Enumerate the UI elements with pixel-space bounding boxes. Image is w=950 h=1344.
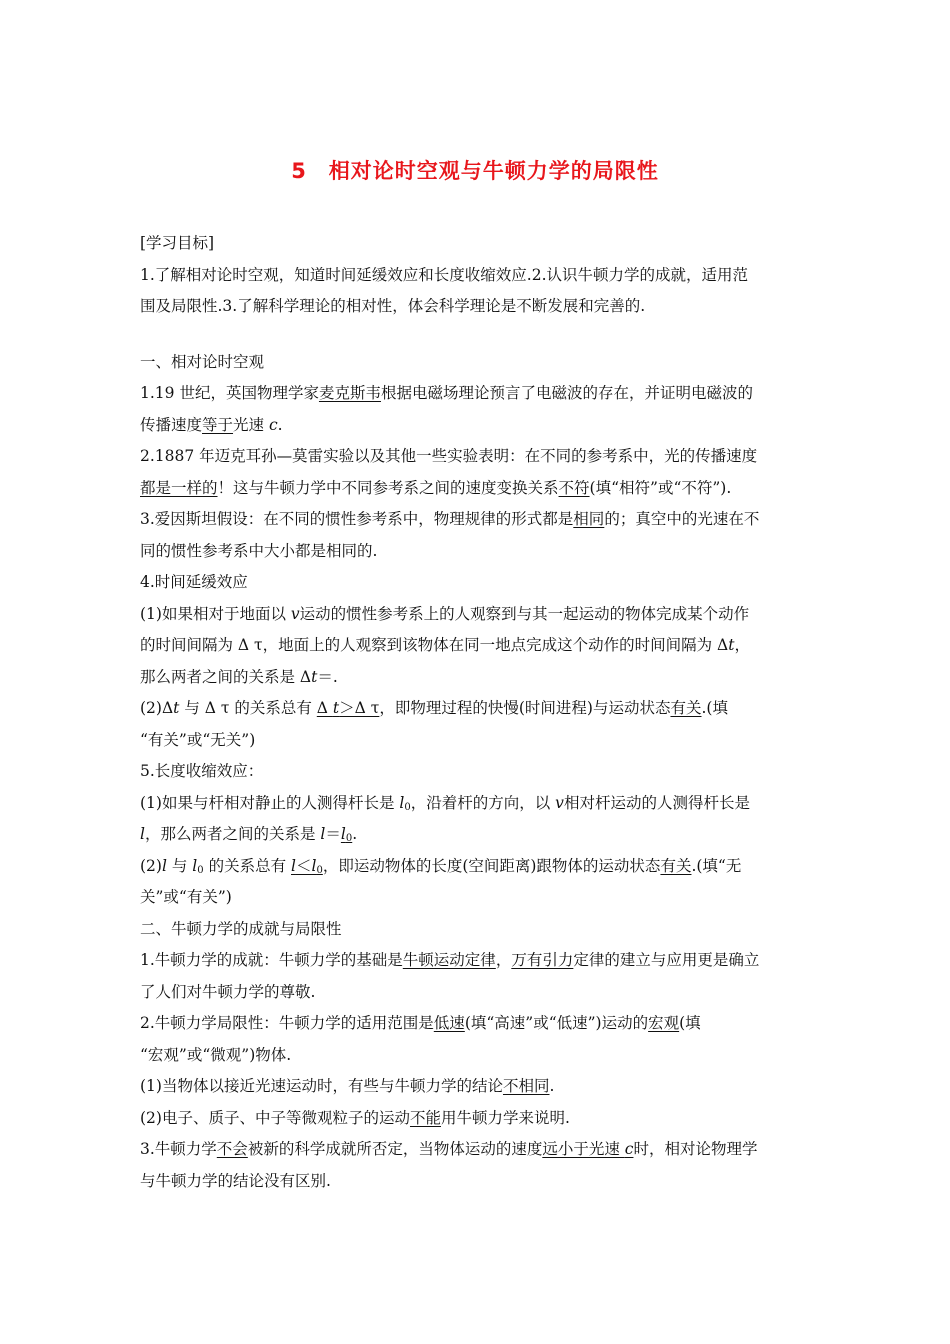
variable: t xyxy=(311,667,318,686)
text: 时，相对论物理学 xyxy=(633,1140,758,1158)
text: Δ xyxy=(316,699,333,717)
variable: l xyxy=(192,856,198,875)
subscript: 0 xyxy=(316,864,323,876)
subscript: 0 xyxy=(345,833,353,844)
variable: c xyxy=(624,1140,634,1158)
subheading: 5.长度收缩效应： xyxy=(140,762,264,780)
paragraph xyxy=(140,1103,812,1135)
text: (填 xyxy=(679,1014,701,1032)
text: 运动的惯性参考系上的人观察到与其一起运动的物体完成某个动作 xyxy=(299,604,750,623)
paragraph: 了人们对牛顿力学的尊敬. xyxy=(140,982,316,1001)
text: (2)Δ xyxy=(140,699,174,717)
variable: l xyxy=(161,856,167,875)
variable: l xyxy=(140,825,145,843)
text: (填“相符”或“不符”). xyxy=(589,478,732,497)
paragraph xyxy=(140,378,812,410)
paragraph xyxy=(140,693,812,725)
text: ， xyxy=(495,951,512,969)
text: 1.19 世纪，英国物理学家 xyxy=(140,384,319,402)
variable: t xyxy=(728,636,735,654)
paragraph xyxy=(140,788,812,820)
text: ， xyxy=(734,636,750,654)
variable: l xyxy=(399,793,405,812)
text: 传播速度 xyxy=(140,415,203,434)
text: 的；真空中的光速在不 xyxy=(604,510,760,528)
text: ，即运动物体的长度(空间距离)跟物体的运动状态 xyxy=(322,856,661,875)
variable: l xyxy=(291,856,296,875)
text: 的时间间隔为 Δ τ，地面上的人观察到该物体在同一地点完成这个动作的时间间隔为 Δ xyxy=(140,636,729,654)
subheading: 4.时间延缓效应 xyxy=(140,573,248,591)
answer-blank: 宏观 xyxy=(648,1014,680,1032)
paragraph xyxy=(140,504,812,536)
text: 那么两者之间的关系是 Δ xyxy=(140,667,312,686)
answer-blank: 不能 xyxy=(409,1108,441,1127)
text: 2.牛顿力学局限性：牛顿力学的适用范围是 xyxy=(140,1014,434,1032)
answer-blank: 有关 xyxy=(670,699,702,717)
text: . xyxy=(352,825,358,843)
paragraph: 与牛顿力学的结论没有区别. xyxy=(140,1171,331,1190)
text: ＝ xyxy=(325,825,341,843)
paragraph: 关”或“有关”) xyxy=(140,888,232,906)
paragraph: “有关”或“无关”) xyxy=(140,730,256,749)
document-body xyxy=(140,228,812,1197)
text: 3.牛顿力学 xyxy=(140,1140,217,1158)
text: (1)当物体以接近光速运动时，有些与牛顿力学的结论 xyxy=(140,1077,503,1095)
paragraph: “宏观”或“微观”)物体. xyxy=(140,1045,292,1064)
subscript: 0 xyxy=(404,801,411,813)
answer-blank: 不相同 xyxy=(502,1077,550,1095)
text: 相对杆运动的人测得杆长是 xyxy=(563,793,750,812)
text: 定律的建立与应用更是确立 xyxy=(573,951,760,969)
variable: v xyxy=(555,793,564,812)
variable: l xyxy=(340,825,346,843)
paragraph xyxy=(140,630,812,662)
paragraph xyxy=(140,599,812,631)
paragraph xyxy=(140,851,812,883)
paragraph xyxy=(140,945,812,977)
text: 3.爱因斯坦假设：在不同的惯性参考系中，物理规律的形式都是 xyxy=(140,510,574,528)
answer-blank xyxy=(542,1140,633,1158)
paragraph xyxy=(140,819,812,851)
text: 用牛顿力学来说明. xyxy=(440,1108,570,1127)
answer-blank: 不符 xyxy=(558,478,590,497)
text: (填“高速”或“低速”)运动的 xyxy=(464,1014,649,1032)
answer-blank xyxy=(317,699,380,717)
answer-blank xyxy=(291,857,323,875)
paragraph xyxy=(140,410,812,442)
answer-blank: 牛顿运动定律 xyxy=(402,951,496,969)
spacer xyxy=(140,323,812,347)
page-title: 5 相对论时空观与牛顿力学的局限性 xyxy=(291,159,659,183)
text: .(填 xyxy=(701,699,728,717)
text: 的关系总有 xyxy=(203,856,291,875)
answer-blank: 低速 xyxy=(433,1014,465,1032)
text: ！这与牛顿力学中不同参考系之间的速度变换关系 xyxy=(217,478,559,497)
variable: t xyxy=(332,699,340,717)
answer-blank xyxy=(341,825,352,843)
goals-line: 1.了解相对论时空观，知道时间延缓效应和长度收缩效应.2.认识牛顿力学的成就，适用范 xyxy=(140,265,749,284)
text: 与 xyxy=(166,856,193,875)
subscript: 0 xyxy=(197,864,204,876)
text: 光速 xyxy=(233,415,269,434)
text: 远小于光速 xyxy=(542,1140,625,1158)
text: ＞Δ τ xyxy=(339,699,380,717)
answer-blank: 万有引力 xyxy=(511,951,574,969)
paragraph xyxy=(140,473,812,505)
variable: l xyxy=(311,856,317,875)
answer-blank: 等于 xyxy=(202,415,234,434)
answer-blank: 不会 xyxy=(216,1140,248,1158)
text: . xyxy=(277,415,283,434)
text: (2) xyxy=(140,856,162,875)
text: ，即物理过程的快慢(时间进程)与运动状态 xyxy=(379,699,671,717)
text: ，沿着杆的方向，以 xyxy=(410,793,556,812)
paragraph xyxy=(140,1134,812,1166)
text: (2)电子、质子、中子等微观粒子的运动 xyxy=(140,1108,410,1127)
answer-blank: 有关 xyxy=(660,856,692,875)
text: (1)如果相对于地面以 xyxy=(140,604,291,623)
text: 与 Δ τ 的关系总有 xyxy=(179,699,317,717)
section-heading: 二、牛顿力学的成就与局限性 xyxy=(140,919,342,938)
answer-blank: 相同 xyxy=(573,510,605,528)
text: (1)如果与杆相对静止的人测得杆长是 xyxy=(140,793,400,812)
paragraph xyxy=(140,1008,812,1040)
text: ＜ xyxy=(295,856,312,875)
paragraph xyxy=(140,662,812,694)
goals-line: 围及局限性.3.了解科学理论的相对性，体会科学理论是不断发展和完善的. xyxy=(140,297,646,315)
variable: l xyxy=(320,825,326,843)
paragraph: 同的惯性参考系中大小都是相同的. xyxy=(140,541,378,560)
text: 根据电磁场理论预言了电磁波的存在，并证明电磁波的 xyxy=(380,384,753,402)
text: 被新的科学成就所否定，当物体运动的速度 xyxy=(247,1140,543,1158)
variable: t xyxy=(173,699,180,717)
text: .(填“无 xyxy=(691,856,742,875)
paragraph: 2.1887 年迈克耳孙—莫雷实验以及其他一些实验表明：在不同的参考系中，光的传播速度 xyxy=(140,447,758,465)
variable: v xyxy=(290,604,300,623)
answer-blank: 都是一样的 xyxy=(140,478,218,497)
answer-blank: 麦克斯韦 xyxy=(318,384,381,402)
text: ＝. xyxy=(317,667,338,686)
text: . xyxy=(549,1077,555,1095)
section-heading: 一、相对论时空观 xyxy=(140,352,265,371)
goals-header: [学习目标] xyxy=(140,234,215,252)
variable: c xyxy=(268,415,278,434)
text: ，那么两者之间的关系是 xyxy=(144,825,321,843)
text: 1.牛顿力学的成就：牛顿力学的基础是 xyxy=(140,951,403,969)
paragraph xyxy=(140,1071,812,1103)
